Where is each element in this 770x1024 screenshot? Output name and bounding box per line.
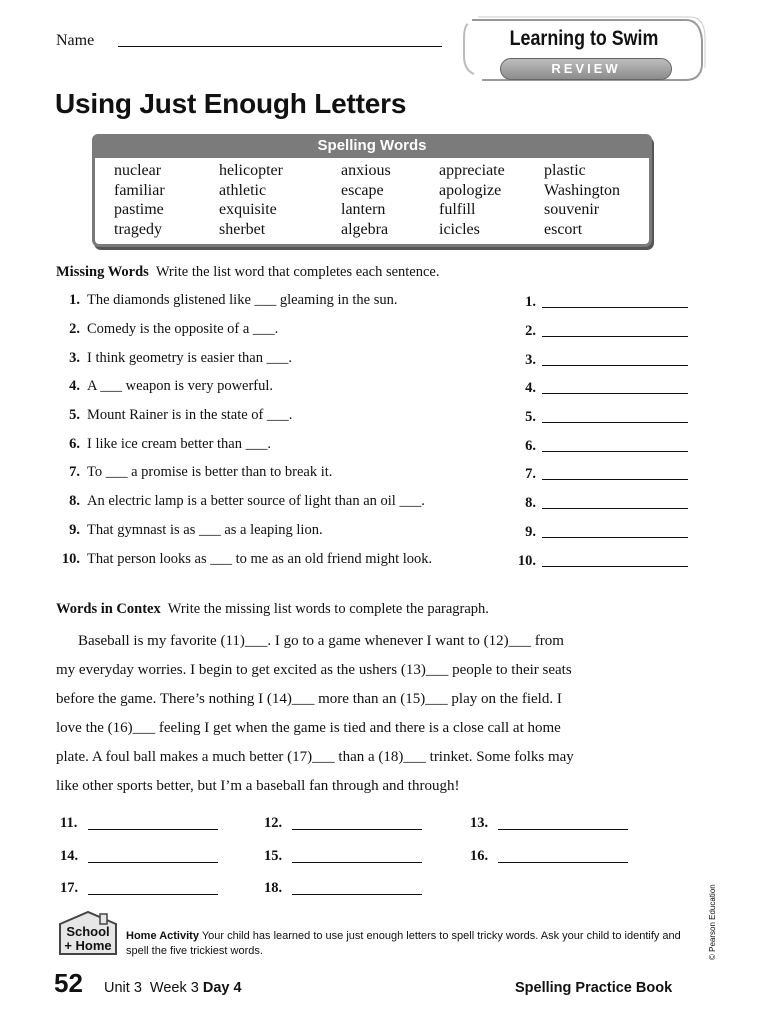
- question-number: 6.: [69, 436, 80, 452]
- question-number: 3.: [69, 350, 80, 366]
- context-answer-number: 18.: [264, 880, 283, 896]
- question-text: That gymnast is as ___ as a leaping lion.: [87, 522, 323, 538]
- home-activity-text: Your child has learned to use just enough letters to spell tricky words. Ask your child to identify and spell the five trickiest words.: [126, 930, 681, 957]
- answer-number: 10.: [517, 553, 536, 569]
- answer-number: 1.: [525, 294, 536, 310]
- answer-line[interactable]: [542, 307, 688, 308]
- answer-line[interactable]: [542, 451, 688, 452]
- question-row: [56, 551, 696, 573]
- context-answer-line[interactable]: [88, 894, 218, 895]
- context-answer-line[interactable]: [292, 862, 422, 863]
- spelling-word: athletic: [219, 181, 267, 199]
- question-row: [56, 493, 696, 515]
- words-in-context-heading: [56, 601, 489, 618]
- answer-number: 5.: [525, 409, 536, 425]
- spelling-word: exquisite: [219, 201, 277, 218]
- spelling-words-column: [341, 161, 391, 239]
- answer-line[interactable]: [542, 479, 688, 480]
- page-title: Using Just Enough Letters: [55, 88, 407, 119]
- answer-number: 2.: [525, 323, 536, 339]
- lesson-title: Learning to Swim: [509, 27, 659, 50]
- spelling-word: tragedy: [114, 220, 162, 238]
- logo-text-line1: School: [66, 924, 110, 939]
- question-row: [56, 378, 696, 400]
- answer-number: 6.: [525, 438, 536, 454]
- question-text: I think geometry is easier than ___.: [87, 350, 292, 366]
- spelling-word: pastime: [114, 201, 164, 218]
- copyright-notice: [704, 884, 720, 1024]
- question-number: 9.: [69, 522, 80, 538]
- spelling-word: apologize: [439, 181, 502, 199]
- question-number: 4.: [69, 378, 80, 394]
- day-label: Day 4: [202, 980, 242, 996]
- question-row: [56, 350, 696, 372]
- context-answer: [60, 815, 84, 837]
- answer-line[interactable]: [542, 336, 688, 337]
- question-row: [56, 321, 696, 343]
- school-home-logo: [56, 910, 120, 958]
- spelling-word: helicopter: [219, 162, 283, 179]
- question-number: 8.: [69, 493, 80, 509]
- answer-number: 8.: [525, 495, 536, 511]
- question-text: I like ice cream better than ___.: [87, 436, 271, 452]
- paragraph-line: like other sports better, but I’m a baseball fan through and through!: [56, 778, 460, 794]
- question-text: That person looks as ___ to me as an old friend might look.: [87, 551, 433, 567]
- answer-line[interactable]: [542, 393, 688, 394]
- paragraph-line: love the (16)___ feeling I get when the game is tied and there is a close call at home: [56, 720, 561, 736]
- context-answer-number: 11.: [60, 815, 78, 831]
- copyright-text: © Pearson Education: [708, 884, 717, 960]
- answer-line[interactable]: [542, 422, 688, 423]
- answer-number: 7.: [525, 466, 536, 482]
- home-activity-label: Home Activity: [126, 930, 199, 942]
- review-badge: REVIEW: [500, 58, 672, 80]
- question-row: [56, 436, 696, 458]
- context-answer-line[interactable]: [88, 862, 218, 863]
- context-answer-line[interactable]: [292, 829, 422, 830]
- paragraph-line: before the game. There’s nothing I (14)___ more than an (15)___ play on the field. I: [56, 691, 562, 707]
- context-answer: [60, 880, 84, 902]
- spelling-words-column: [219, 161, 283, 239]
- spelling-word: Washington: [544, 181, 621, 199]
- missing-words-instruction: Write the list word that completes each sentence.: [155, 264, 440, 280]
- answer-line[interactable]: [542, 365, 688, 366]
- context-answer-number: 12.: [264, 815, 283, 831]
- spelling-word: nuclear: [114, 162, 162, 179]
- context-answer-line[interactable]: [498, 862, 628, 863]
- question-row: [56, 292, 696, 314]
- context-answer: [264, 848, 288, 870]
- context-answer-number: 14.: [60, 848, 79, 864]
- spelling-word: escort: [544, 220, 583, 238]
- logo-text-line2: + Home: [64, 938, 112, 953]
- question-text: The diamonds glistened like ___ gleaming in the sun.: [87, 292, 398, 308]
- spelling-word: algebra: [341, 220, 389, 238]
- footer-unit-week: [104, 980, 242, 996]
- context-answer: [470, 848, 494, 870]
- context-answer-line[interactable]: [292, 894, 422, 895]
- question-row: [56, 464, 696, 486]
- question-row: [56, 407, 696, 429]
- context-answer: [264, 880, 288, 902]
- question-text: Mount Rainer is in the state of ___.: [87, 407, 293, 423]
- missing-words-heading: [56, 264, 439, 281]
- answer-line[interactable]: [542, 566, 688, 567]
- spelling-word: lantern: [341, 201, 386, 218]
- context-answer-line[interactable]: [498, 829, 628, 830]
- context-answer: [60, 848, 84, 870]
- answer-line[interactable]: [542, 508, 688, 509]
- home-activity-note: [126, 929, 686, 958]
- question-number: 1.: [69, 292, 80, 308]
- spelling-word: icicles: [439, 220, 480, 238]
- context-answer-number: 15.: [264, 848, 283, 864]
- answer-line[interactable]: [542, 537, 688, 538]
- question-number: 5.: [69, 407, 80, 423]
- spelling-word: fulfill: [439, 201, 476, 218]
- question-number: 7.: [69, 464, 80, 480]
- spelling-word: familiar: [114, 181, 165, 199]
- name-label: Name: [56, 32, 95, 49]
- context-answer-number: 13.: [470, 815, 489, 831]
- missing-words-title: Missing Words: [56, 264, 149, 280]
- spelling-word: appreciate: [439, 162, 505, 179]
- spelling-word: anxious: [341, 162, 391, 179]
- spelling-word: plastic: [544, 162, 586, 179]
- spelling-words-heading: Spelling Words: [92, 134, 652, 158]
- question-text: To ___ a promise is better than to break it.: [87, 464, 333, 480]
- question-text: Comedy is the opposite of a ___.: [87, 321, 279, 337]
- context-answer-number: 17.: [60, 880, 79, 896]
- name-field-line[interactable]: [118, 46, 442, 47]
- words-in-context-title: Words in Contex: [56, 601, 161, 617]
- context-answer-line[interactable]: [88, 829, 218, 830]
- context-answer: [264, 815, 288, 837]
- answer-number: 9.: [525, 524, 536, 540]
- answer-number: 3.: [525, 352, 536, 368]
- context-answer: [470, 815, 494, 837]
- answer-number: 4.: [525, 380, 536, 396]
- book-title: Spelling Practice Book: [515, 980, 673, 996]
- question-number: 10.: [61, 551, 80, 567]
- page-number: 52: [54, 968, 83, 998]
- paragraph-line: my everyday worries. I begin to get excited as the ushers (13)___ people to their seats: [56, 662, 572, 678]
- question-text: An electric lamp is a better source of light than an oil ___.: [87, 493, 425, 509]
- spelling-words-column: [544, 161, 620, 239]
- spelling-word: souvenir: [544, 201, 600, 218]
- spelling-words-column: [439, 161, 505, 239]
- spelling-words-column: [114, 161, 165, 239]
- question-number: 2.: [69, 321, 80, 337]
- words-in-context-instruction: Write the missing list words to complete the paragraph.: [167, 601, 489, 617]
- paragraph-line: Baseball is my favorite (11)___. I go to a game whenever I want to (12)___ from: [78, 633, 564, 649]
- question-text: A ___ weapon is very powerful.: [87, 378, 274, 394]
- context-answer-number: 16.: [470, 848, 489, 864]
- question-row: [56, 522, 696, 544]
- spelling-word: sherbet: [219, 220, 266, 238]
- spelling-word: escape: [341, 181, 384, 199]
- paragraph-line: plate. A foul ball makes a much better (17)___ than a (18)___ trinket. Some folks may: [56, 749, 574, 765]
- unit-week-text: Unit 3 Week 3: [104, 980, 199, 996]
